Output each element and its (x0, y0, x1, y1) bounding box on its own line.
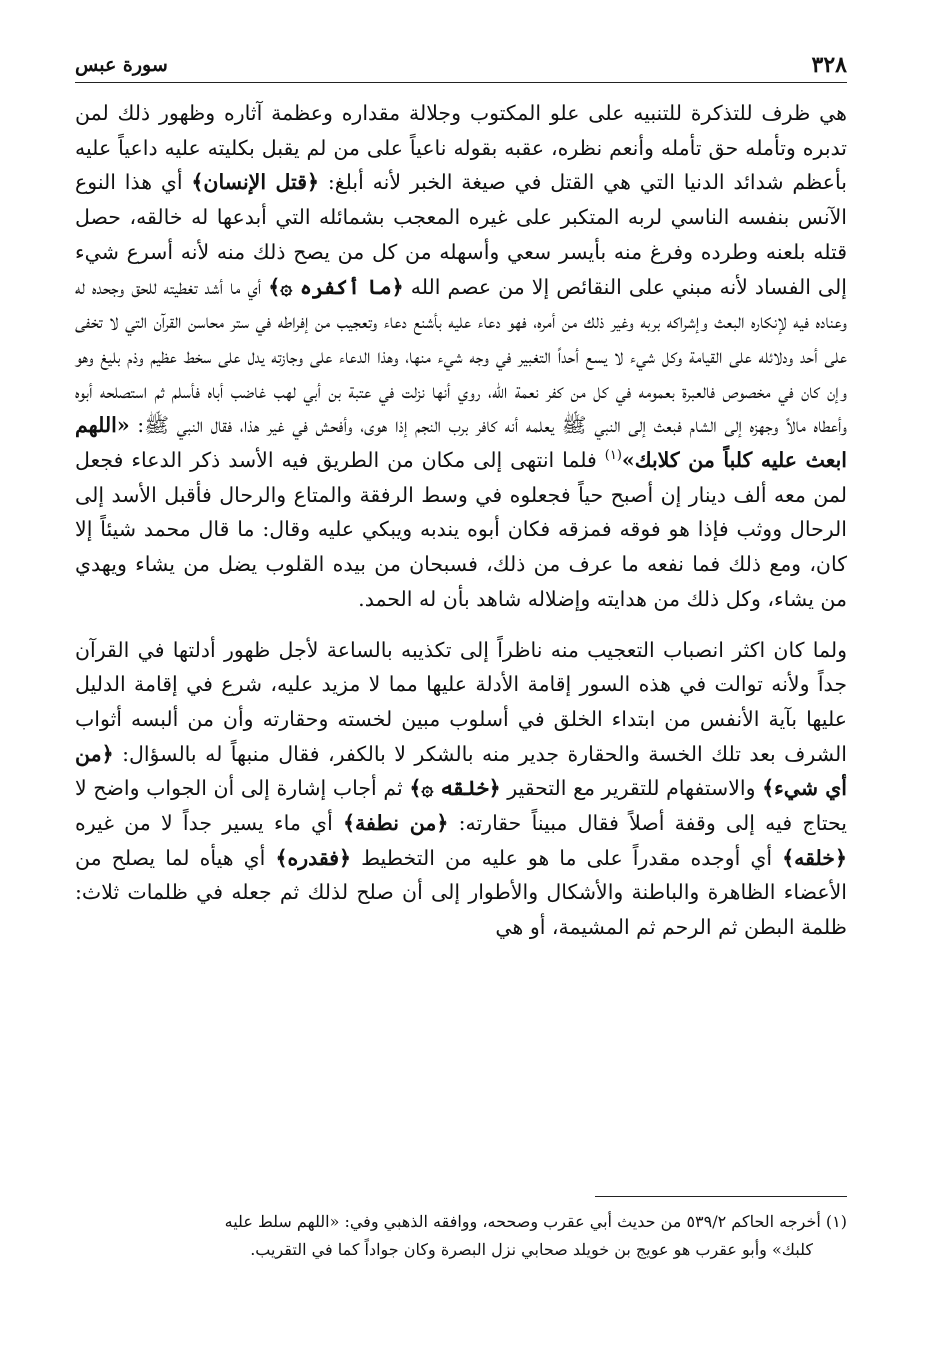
text-segment: أي هذا النوع الآنس بنفسه الناسي لربه المتكبر على غيره المعجب بشمائله التي أبدعها له خالقه، حصل قتله بلعنه وطرده وفرغ منه بأيسر سعي وأسهله من كل من يصح ذلك منه لأنه أسرع شيء إلى الفساد لأنه مبني على النقائص إلا من عصم الله (75, 170, 847, 299)
text-segment: فلما انتهى إلى مكان من الطريق فيه الأسد ذكر الدعاء فجعل لمن معه ألف دينار إن أصبح حياً فجعلوه في وسط الرفقة والمتاع والرحال فأقبل الأسد إلى الرحال ووثب فإذا هو فوقه فمزقه فكان أبوه يندبه ويبكي عليه وقال: ما قال محمد شيئاً إلا كان، ومع ذلك فما نفعه ما عرف من ذلك، فسبحان من بيده القلوب يضل من يشاء ويهدي من يشاء، وكل ذلك من هدايته وإضلاله شاهد بأن له الحمد. (75, 448, 847, 611)
paragraph-1 (75, 96, 847, 617)
main-text (75, 96, 847, 945)
quran-quote: ﴿خلقه ۞﴾ (409, 776, 501, 801)
text-segment: ولما كان اكثر انصباب التعجيب منه ناظراً إلى تكذيبه بالساعة لأجل ظهور أدلتها في القرآن جداً ولأنه توالت في هذه السور إقامة الأدلة عليها مما لا مزيد عليه، شرع في إقامة الدليل عليها بآية الأنفس من ابتداء الخلق في أسلوب مبين لخسته وحقارته وأن من ألبسه أثواب الشرف بعد تلك الخسة والحقارة جدير منه بالشكر لا بالكفر، فقال منبهاً له بالسؤال: (75, 637, 847, 766)
footnote (75, 1208, 847, 1264)
footnote-text: أخرجه الحاكم ٥٣٩/٢ من حديث أبي عقرب وصححه، ووافقه الذهبي وفي: «اللهم سلط عليه (224, 1212, 821, 1231)
text-segment: أي هيأه لما يصلح من الأعضاء الظاهرة والباطنة والأشكال والأطوار إلى أن صلح لذلك ثم جعله في ظلمات ثلاث: ظلمة البطن ثم الرحم ثم المشيمة، أو هي (75, 845, 847, 940)
quran-quote: ﴿من أي شيء﴾ (75, 741, 847, 801)
quran-quote: ﴿فقدره﴾ (275, 845, 352, 870)
text-segment: ثم أجاب إشارة إلى أن الجواب واضح لا يحتاج فيه إلى وقفة أصلاً فقال مبيناً حقارته: (75, 776, 847, 836)
text-segment: والاستفهام للتقرير مع التحقير (507, 776, 756, 801)
quran-quote: ﴿قتل الإنسان﴾ (191, 170, 320, 195)
text-segment: أي ما أشد تغطيته للحق وجحده له وعناده فيه لإنكاره البعث وإشراكه بربه وغير ذلك من أمره، فهو دعاء عليه بأشنع دعاء وتعجيب من إفراطه في ستر محاسن القرآن التي لا تخفى على أحد ودلائله على القيامة وكل شيء لا يسع أحداً التغبير في وجه شيء منها، وهذا الدعاء على وجازته يدل على سخط عظيم وذم بليغ وهو وإن كان في مخصوص فالعبرة بعمومه في كل من كفر نعمة الله، روي أنها نزلت في عتبة بن أبي لهب غاضب أباه فأسلم ثم استصلحه أبوه وأعطاه مالاً وجهزه إلى الشام فبعث إلى النبي ﷺ يعلمه أنه كافر برب النجم إذا هوى، وأفحش في غير هذا، فقال النبي ﷺ: (75, 274, 847, 438)
text-segment: أي أوجده مقدراً على ما هو عليه من التخطيط (361, 845, 773, 870)
footnote-line-2: كلبك» وأبو عقرب هو عويج بن خويلد صحابي نزل البصرة وكان جواداً كما في التقريب. (250, 1240, 813, 1259)
quran-quote: ﴿ما أكفره ۞﴾ (268, 274, 404, 299)
footnote-line-1 (75, 1208, 847, 1236)
text-segment: هي ظرف للتذكرة للتنبيه على علو المكتوب وجلالة مقداره وعظمة آثاره وظهور ذلك لمن تدبره وتأمله حق تأمله وأنعم نظره، عقبه بقوله ناعياً على من لم يقبل بكليته عليه داعياً عليه بأعظم شدائد الدنيا التي هي القتل في صيغة الخبر لأنه أبلغ: (75, 101, 847, 195)
footnote-divider (595, 1196, 847, 1197)
hadith-quote: «اللهم ابعث عليه كلباً من كلابك» (75, 413, 848, 473)
page-header (75, 48, 847, 83)
paragraph-2 (75, 633, 847, 945)
text-segment: أي ماء يسير جداً لا من غيره (75, 811, 333, 836)
footnote-reference[interactable]: (١) (604, 448, 622, 464)
page-number: ٣٢٨ (811, 52, 847, 78)
quran-quote: ﴿من نطفة﴾ (343, 811, 449, 836)
footnote-number: (١) (825, 1212, 847, 1231)
surah-title: سورة عبس (75, 54, 168, 76)
quran-quote: ﴿خلقه﴾ (782, 845, 847, 870)
